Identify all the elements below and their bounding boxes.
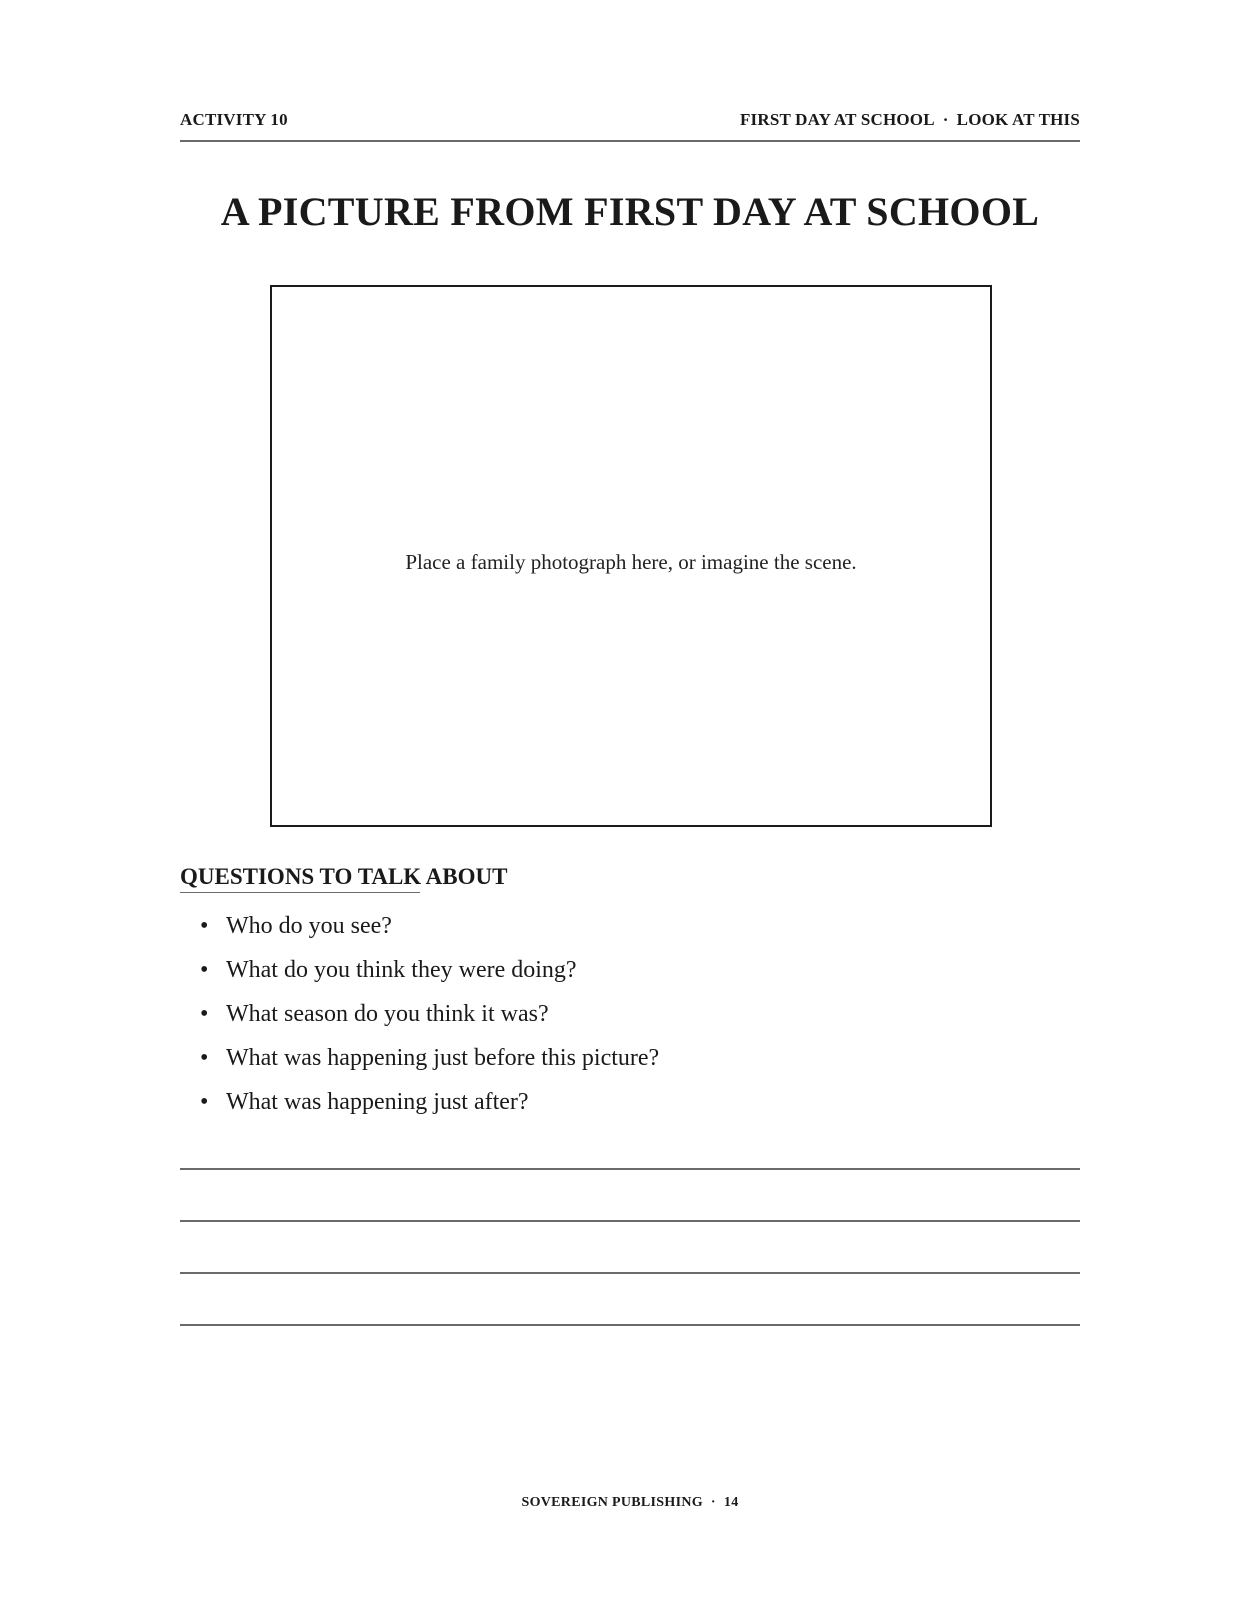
questions-list	[200, 904, 659, 1124]
activity-label: ACTIVITY 10	[180, 110, 288, 129]
question-text: What was happening just after?	[226, 1089, 529, 1115]
page-header	[180, 106, 1080, 142]
question-text: What season do you think it was?	[226, 1001, 549, 1027]
section-label: LOOK AT THIS	[956, 110, 1080, 129]
list-item	[200, 1080, 659, 1124]
bullet-icon: •	[200, 957, 209, 983]
writing-line	[180, 1220, 1080, 1222]
bullet-icon: •	[200, 1045, 209, 1071]
publisher-name: SOVEREIGN PUBLISHING	[521, 1495, 703, 1510]
list-item	[200, 904, 659, 948]
bullet-icon: •	[200, 1001, 209, 1027]
photo-frame	[270, 285, 992, 827]
bullet-icon: •	[200, 913, 209, 939]
questions-heading: QUESTIONS TO TALK ABOUT	[180, 864, 420, 893]
list-item	[200, 948, 659, 992]
question-text: Who do you see?	[226, 913, 392, 939]
writing-line	[180, 1324, 1080, 1326]
page-number: 14	[723, 1495, 739, 1510]
page-footer	[180, 1495, 1080, 1511]
writing-line	[180, 1272, 1080, 1274]
list-item	[200, 1036, 659, 1080]
footer-separator: ·	[710, 1495, 716, 1510]
photo-placeholder-text: Place a family photograph here, or imagine the scene.	[405, 549, 857, 574]
question-text: What was happening just before this picture?	[226, 1045, 660, 1071]
header-section	[740, 110, 1080, 130]
bullet-icon: •	[200, 1089, 209, 1115]
topic-label: FIRST DAY AT SCHOOL	[739, 110, 935, 129]
header-separator: ·	[942, 110, 949, 129]
page-title: A PICTURE FROM FIRST DAY AT SCHOOL	[220, 189, 1040, 234]
list-item	[200, 992, 659, 1036]
writing-line	[180, 1168, 1080, 1170]
question-text: What do you think they were doing?	[226, 957, 577, 983]
